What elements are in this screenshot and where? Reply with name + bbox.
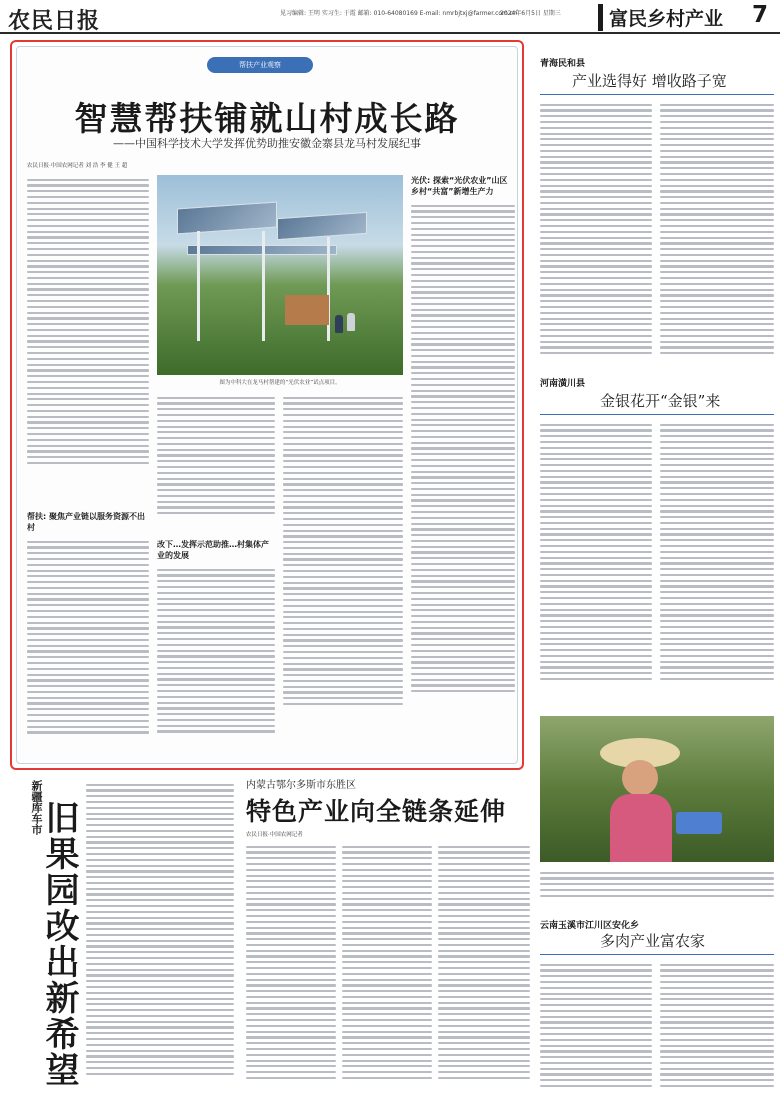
bottom-mid-body-2	[342, 842, 432, 1106]
masthead	[0, 0, 780, 34]
article-location-minhe: 青海民和县	[540, 59, 586, 69]
newspaper-logo: 农民日报	[8, 8, 101, 34]
article-location-huangchuan: 河南潢川县	[540, 379, 586, 389]
bottom-mid-headline: 特色产业向全链条延伸	[246, 797, 507, 826]
article-title-huangchuan: 金银花开“金银”来	[600, 392, 721, 410]
farmer-photo	[540, 716, 774, 862]
feature-body-col-2b	[157, 565, 275, 761]
article-location-jiangchuan: 云南玉溪市江川区安化乡	[540, 921, 640, 931]
farmer-photo-caption	[540, 868, 774, 908]
feature-article-box[interactable]	[10, 40, 524, 770]
article-body-jiangchuan-1	[540, 960, 652, 1106]
article-body-huangchuan-2	[660, 420, 774, 710]
feature-body-col-1b	[27, 537, 149, 761]
feature-subhead-3: 光伏: 探索“光伏农业”山区乡村“共富”新增生产力	[411, 176, 508, 196]
article-body-minhe-2	[660, 100, 774, 380]
feature-byline: 农民日报·中国农网记者 刘 浩 李 健 王 超	[27, 163, 128, 169]
section-title: 富民乡村产业	[598, 4, 723, 31]
feature-body-col-2	[157, 393, 275, 533]
article-divider	[540, 414, 774, 415]
feature-article-frame	[16, 46, 518, 764]
photo-caption: 图为中科大在龙马村帮建的“光伏农业”试点项目。	[219, 380, 341, 386]
page-number: 7	[752, 2, 769, 28]
feature-body-col-4	[411, 201, 515, 761]
issue-date: 2024年6月5日 星期三	[500, 10, 561, 17]
article-body-huangchuan-1	[540, 420, 652, 710]
article-title-jiangchuan: 多肉产业富农家	[600, 932, 706, 950]
feature-subheadline: ——中国科学技术大学发挥优势助推安徽金寨县龙马村发展纪事	[113, 137, 421, 150]
feature-body-col-3	[283, 393, 403, 761]
bottom-mid-kicker: 内蒙古鄂尔多斯市东胜区	[246, 780, 356, 791]
feature-subhead-2: 改下…发挥示范助推…村集体产业的发展	[157, 540, 269, 560]
feature-subhead-1: 帮扶: 聚焦产业链以服务资源不出村	[27, 512, 145, 532]
article-divider	[540, 94, 774, 95]
bottom-mid-byline: 农民日报·中国农网记者	[246, 832, 303, 838]
solar-farm-photo	[157, 175, 403, 375]
feature-body-col-1	[27, 175, 149, 505]
article-title-minhe: 产业选得好 增收路子宽	[572, 72, 727, 90]
bottom-left-body	[86, 780, 234, 1106]
article-body-minhe-1	[540, 100, 652, 380]
column-tag: 帮扶产业观察	[207, 57, 313, 73]
bottom-mid-body-3	[438, 842, 530, 1106]
bottom-left-headline: 旧果园改出新希望	[39, 800, 79, 1088]
article-divider	[540, 954, 774, 955]
article-body-jiangchuan-2	[660, 960, 774, 1106]
feature-headline: 智慧帮扶铺就山村成长路	[74, 99, 460, 138]
bottom-left-kicker: 新疆库车市	[30, 780, 43, 835]
editor-info: 见习编辑: 王明 实习生: 于霞 邮箱: 010-64080169 E-mail: nmrbjtxj@farmer.com.cn	[280, 10, 517, 17]
bottom-mid-body-1	[246, 842, 336, 1106]
